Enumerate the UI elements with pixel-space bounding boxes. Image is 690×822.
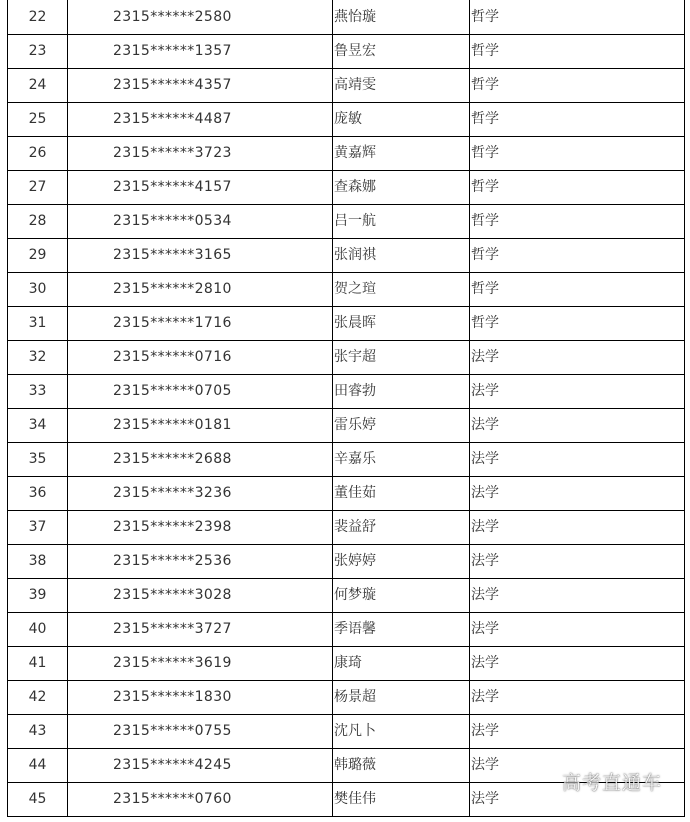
student-list-table (7, 0, 685, 817)
row-number-cell: 32 (8, 341, 68, 375)
table-row (8, 375, 685, 409)
row-number-cell: 39 (8, 579, 68, 613)
student-name-cell: 吕一航 (333, 205, 470, 239)
major-cell: 法学 (470, 783, 685, 817)
row-number-cell: 28 (8, 205, 68, 239)
major-cell: 哲学 (470, 171, 685, 205)
table-row (8, 579, 685, 613)
row-number-cell: 38 (8, 545, 68, 579)
student-id-cell: 2315******2580 (68, 0, 333, 35)
student-name-cell: 田睿勃 (333, 375, 470, 409)
student-name-cell: 张婷婷 (333, 545, 470, 579)
table-row (8, 511, 685, 545)
table-row (8, 239, 685, 273)
row-number-cell: 41 (8, 647, 68, 681)
student-name-cell: 查森娜 (333, 171, 470, 205)
student-name-cell: 高靖雯 (333, 69, 470, 103)
major-cell: 哲学 (470, 273, 685, 307)
row-number-cell: 26 (8, 137, 68, 171)
table-row (8, 103, 685, 137)
student-name-cell: 裴益舒 (333, 511, 470, 545)
major-cell: 哲学 (470, 103, 685, 137)
major-cell: 法学 (470, 477, 685, 511)
student-name-cell: 庞敏 (333, 103, 470, 137)
student-id-cell: 2315******0716 (68, 341, 333, 375)
major-cell: 哲学 (470, 205, 685, 239)
row-number-cell: 22 (8, 0, 68, 35)
table-row (8, 137, 685, 171)
row-number-cell: 45 (8, 783, 68, 817)
table-row (8, 647, 685, 681)
major-cell: 法学 (470, 443, 685, 477)
student-name-cell: 燕怡璇 (333, 0, 470, 35)
row-number-cell: 34 (8, 409, 68, 443)
major-cell: 法学 (470, 375, 685, 409)
major-cell: 法学 (470, 647, 685, 681)
student-name-cell: 张宇超 (333, 341, 470, 375)
row-number-cell: 25 (8, 103, 68, 137)
row-number-cell: 27 (8, 171, 68, 205)
student-name-cell: 董佳茹 (333, 477, 470, 511)
major-cell: 法学 (470, 749, 685, 783)
table-body (8, 0, 685, 817)
table-row (8, 681, 685, 715)
student-id-cell: 2315******4357 (68, 69, 333, 103)
table-row (8, 205, 685, 239)
major-cell: 哲学 (470, 307, 685, 341)
row-number-cell: 37 (8, 511, 68, 545)
student-name-cell: 杨景超 (333, 681, 470, 715)
table-row (8, 35, 685, 69)
student-id-cell: 2315******0534 (68, 205, 333, 239)
table-row (8, 443, 685, 477)
row-number-cell: 40 (8, 613, 68, 647)
table-row (8, 545, 685, 579)
student-list-table-container (7, 0, 685, 817)
student-id-cell: 2315******0705 (68, 375, 333, 409)
student-name-cell: 鲁昱宏 (333, 35, 470, 69)
student-name-cell: 雷乐婷 (333, 409, 470, 443)
student-name-cell: 季语馨 (333, 613, 470, 647)
table-row (8, 409, 685, 443)
student-id-cell: 2315******3723 (68, 137, 333, 171)
major-cell: 哲学 (470, 239, 685, 273)
student-id-cell: 2315******3619 (68, 647, 333, 681)
student-id-cell: 2315******3028 (68, 579, 333, 613)
row-number-cell: 29 (8, 239, 68, 273)
student-id-cell: 2315******2688 (68, 443, 333, 477)
student-name-cell: 康琦 (333, 647, 470, 681)
student-id-cell: 2315******3727 (68, 613, 333, 647)
row-number-cell: 33 (8, 375, 68, 409)
student-id-cell: 2315******3236 (68, 477, 333, 511)
table-row (8, 273, 685, 307)
row-number-cell: 36 (8, 477, 68, 511)
student-name-cell: 韩璐薇 (333, 749, 470, 783)
major-cell: 哲学 (470, 69, 685, 103)
student-id-cell: 2315******1830 (68, 681, 333, 715)
student-name-cell: 贺之瑄 (333, 273, 470, 307)
major-cell: 法学 (470, 409, 685, 443)
major-cell: 哲学 (470, 0, 685, 35)
student-name-cell: 辛嘉乐 (333, 443, 470, 477)
major-cell: 法学 (470, 613, 685, 647)
student-id-cell: 2315******1357 (68, 35, 333, 69)
major-cell: 哲学 (470, 137, 685, 171)
student-name-cell: 何梦璇 (333, 579, 470, 613)
student-name-cell: 黄嘉辉 (333, 137, 470, 171)
table-row (8, 0, 685, 35)
student-id-cell: 2315******2536 (68, 545, 333, 579)
row-number-cell: 35 (8, 443, 68, 477)
row-number-cell: 42 (8, 681, 68, 715)
row-number-cell: 44 (8, 749, 68, 783)
major-cell: 哲学 (470, 35, 685, 69)
major-cell: 法学 (470, 715, 685, 749)
student-id-cell: 2315******3165 (68, 239, 333, 273)
table-row (8, 171, 685, 205)
row-number-cell: 23 (8, 35, 68, 69)
student-id-cell: 2315******2398 (68, 511, 333, 545)
student-id-cell: 2315******0755 (68, 715, 333, 749)
student-id-cell: 2315******0181 (68, 409, 333, 443)
table-row (8, 69, 685, 103)
major-cell: 法学 (470, 579, 685, 613)
student-name-cell: 张晨晖 (333, 307, 470, 341)
table-row (8, 477, 685, 511)
student-id-cell: 2315******4245 (68, 749, 333, 783)
table-row (8, 341, 685, 375)
row-number-cell: 43 (8, 715, 68, 749)
student-id-cell: 2315******0760 (68, 783, 333, 817)
major-cell: 法学 (470, 681, 685, 715)
student-name-cell: 张润祺 (333, 239, 470, 273)
student-id-cell: 2315******2810 (68, 273, 333, 307)
watermark-text: 高考直通车 (561, 772, 662, 794)
student-id-cell: 2315******4487 (68, 103, 333, 137)
student-id-cell: 2315******1716 (68, 307, 333, 341)
table-row (8, 715, 685, 749)
major-cell: 法学 (470, 511, 685, 545)
student-name-cell: 樊佳伟 (333, 783, 470, 817)
table-row (8, 307, 685, 341)
major-cell: 法学 (470, 341, 685, 375)
row-number-cell: 30 (8, 273, 68, 307)
row-number-cell: 24 (8, 69, 68, 103)
student-name-cell: 沈凡卜 (333, 715, 470, 749)
row-number-cell: 31 (8, 307, 68, 341)
student-id-cell: 2315******4157 (68, 171, 333, 205)
major-cell: 法学 (470, 545, 685, 579)
table-row (8, 613, 685, 647)
